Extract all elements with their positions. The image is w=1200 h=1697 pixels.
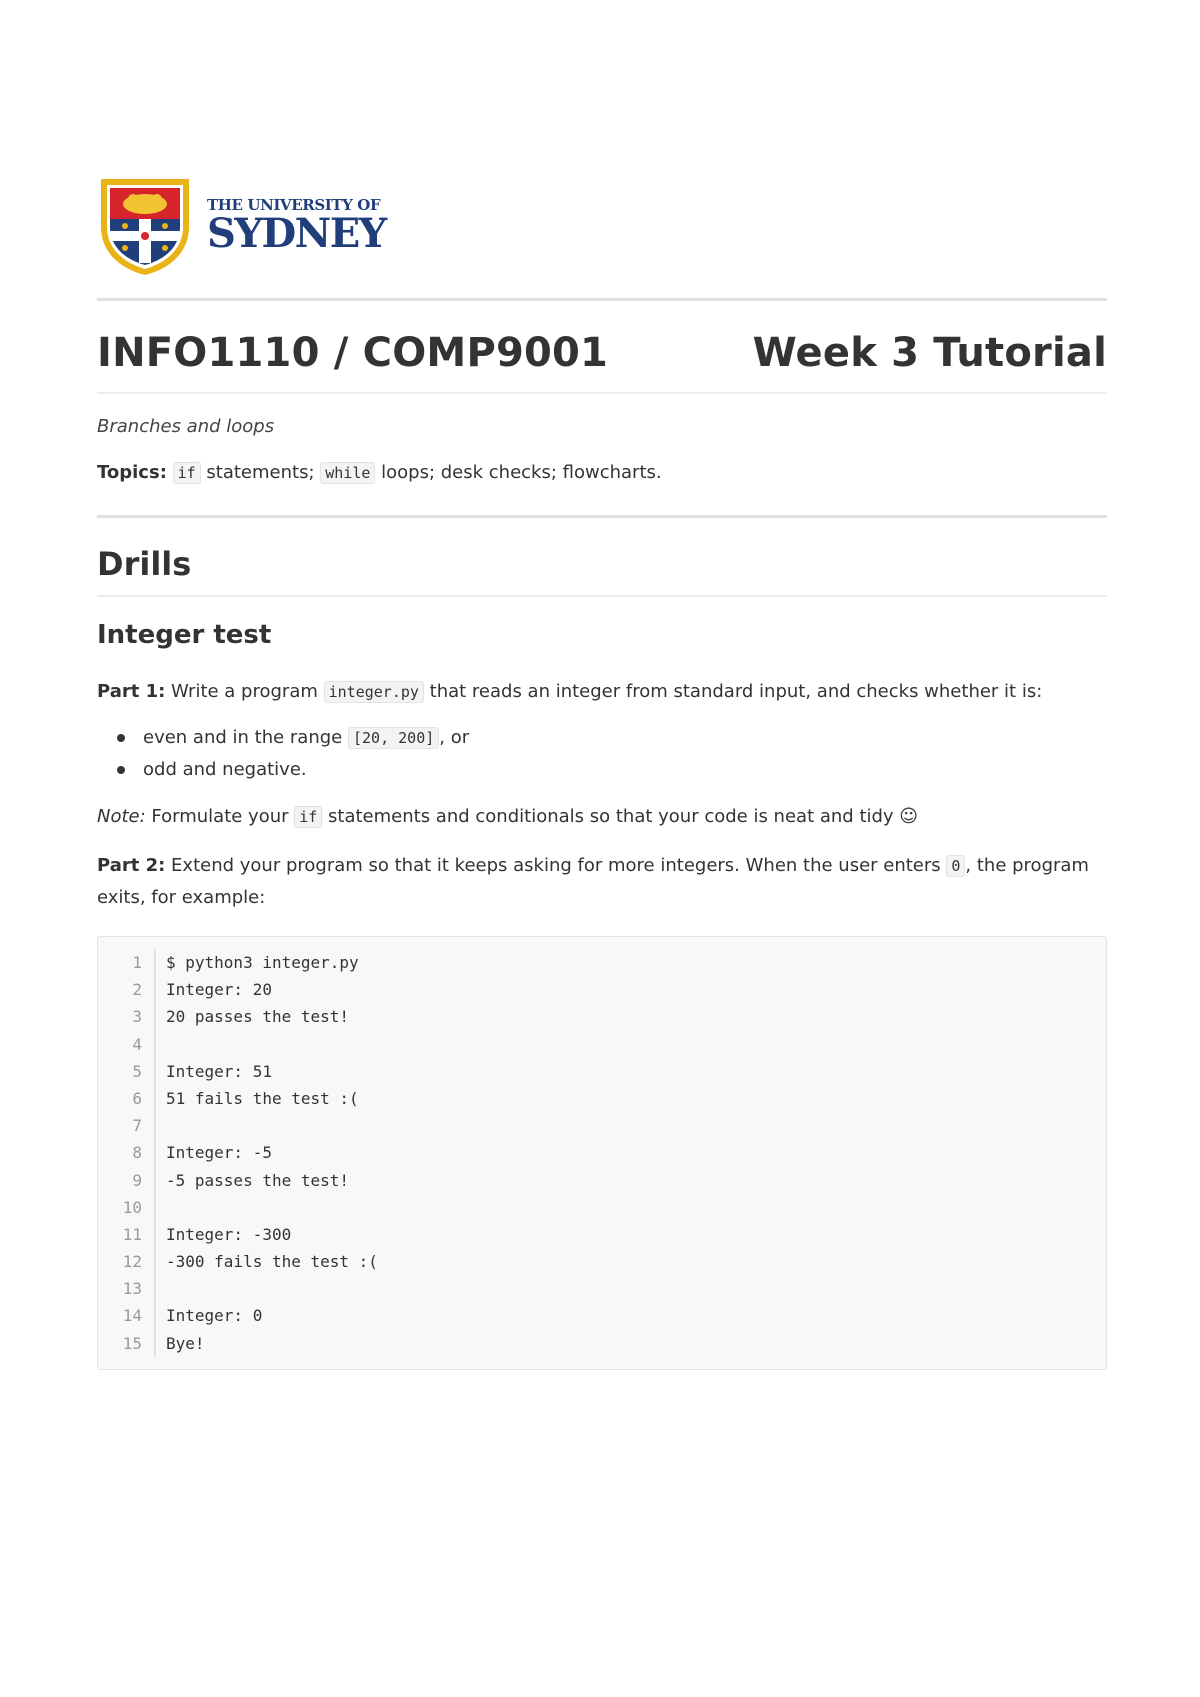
inline-code-if: if: [294, 806, 322, 828]
line-number: 14: [122, 1306, 142, 1326]
line-number: 7: [132, 1116, 142, 1136]
code-line: [98, 949, 1098, 976]
code-line: [98, 1275, 1098, 1302]
title-row: [97, 326, 1107, 380]
line-content: Integer: -5: [166, 1143, 272, 1163]
topics-text: statements;: [200, 462, 321, 483]
list-item: [97, 722, 469, 754]
line-content: -5 passes the test!: [166, 1170, 350, 1190]
line-number: 12: [122, 1252, 142, 1272]
line-number: 13: [122, 1279, 142, 1299]
code-line: [98, 1112, 1098, 1139]
line-number: 11: [122, 1224, 142, 1244]
line-content: Bye!: [166, 1333, 205, 1353]
university-crest-icon: [97, 175, 193, 277]
line-number: 6: [132, 1088, 142, 1108]
line-number: 1: [132, 953, 142, 972]
code-line: [98, 1248, 1098, 1275]
code-line: [98, 1031, 1098, 1058]
note-paragraph: [97, 801, 1107, 833]
line-content: [154, 1275, 166, 1302]
divider: [97, 392, 1107, 394]
code-line: [98, 1167, 1098, 1194]
inline-code-zero: 0: [946, 855, 965, 877]
part2-label: Part 2:: [97, 855, 166, 876]
line-number: 5: [132, 1061, 142, 1081]
list-item-text: odd and negative.: [143, 759, 307, 780]
list-item-text: , or: [439, 727, 470, 748]
line-number: 10: [122, 1197, 142, 1217]
conditions-list: [97, 722, 469, 786]
subtitle: Branches and loops: [97, 416, 275, 437]
line-content: -300 fails the test :(: [166, 1252, 378, 1272]
line-content: [154, 1031, 166, 1058]
code-line: [98, 1003, 1098, 1030]
code-line: [98, 1330, 1098, 1357]
course-title: INFO1110 / COMP9001: [97, 330, 609, 376]
subsection-heading-integer-test: Integer test: [97, 620, 272, 650]
line-number: 3: [132, 1007, 142, 1027]
part2-text: , the program exits, for example:: [97, 855, 1089, 908]
line-content: 51 fails the test :(: [166, 1088, 359, 1108]
code-line: [98, 1302, 1098, 1329]
code-line: [98, 1221, 1098, 1248]
inline-code-while: while: [320, 462, 375, 484]
topics-line: [97, 462, 662, 483]
list-item: [97, 754, 469, 786]
code-block: [97, 936, 1107, 1370]
wordmark-line1: THE UNIVERSITY OF: [207, 196, 381, 214]
section-heading-drills: Drills: [97, 545, 192, 583]
part1-paragraph: [97, 676, 1107, 708]
note-label: Note:: [97, 806, 146, 827]
line-content: Integer: -300: [166, 1224, 292, 1244]
code-line: [98, 1194, 1098, 1221]
topics-text: loops; desk checks; flowcharts.: [375, 462, 662, 483]
university-logo: [97, 175, 386, 277]
week-title: Week 3 Tutorial: [752, 330, 1107, 376]
line-content: [154, 1112, 166, 1139]
list-item-text: even and in the range: [143, 727, 348, 748]
university-wordmark: [207, 196, 386, 257]
divider: [97, 595, 1107, 597]
part1-text: that reads an integer from standard input, and checks whether it is:: [423, 681, 1043, 702]
note-text: statements and conditionals so that your code is neat and tidy ☺: [322, 806, 919, 827]
code-line: [98, 1058, 1098, 1085]
divider: [97, 515, 1107, 518]
code-line: [98, 976, 1098, 1003]
line-content: $ python3 integer.py: [166, 953, 359, 972]
inline-code-range: [20, 200]: [348, 727, 439, 749]
line-content: Integer: 0: [166, 1306, 263, 1326]
line-content: Integer: 20: [166, 980, 272, 1000]
part1-label: Part 1:: [97, 681, 166, 702]
topics-label: Topics:: [97, 462, 167, 483]
line-number: 15: [122, 1333, 142, 1353]
line-content: Integer: 51: [166, 1061, 272, 1081]
line-content: 20 passes the test!: [166, 1007, 350, 1027]
line-content: [154, 1194, 166, 1221]
line-number: 2: [132, 980, 142, 1000]
divider: [97, 298, 1107, 301]
line-number: 9: [132, 1170, 142, 1190]
line-number: 4: [132, 1034, 142, 1054]
inline-code-if: if: [173, 462, 201, 484]
wordmark-line2: SYDNEY: [207, 210, 386, 257]
code-lines: [98, 949, 1098, 1357]
note-text: Formulate your: [145, 806, 295, 827]
inline-code-filename: integer.py: [324, 681, 424, 703]
code-line: [98, 1085, 1098, 1112]
code-line: [98, 1139, 1098, 1166]
part1-text: Write a program: [165, 681, 324, 702]
part2-text: Extend your program so that it keeps asking for more integers. When the user enters: [165, 855, 947, 876]
part2-paragraph: [97, 850, 1107, 914]
line-number: 8: [132, 1143, 142, 1163]
